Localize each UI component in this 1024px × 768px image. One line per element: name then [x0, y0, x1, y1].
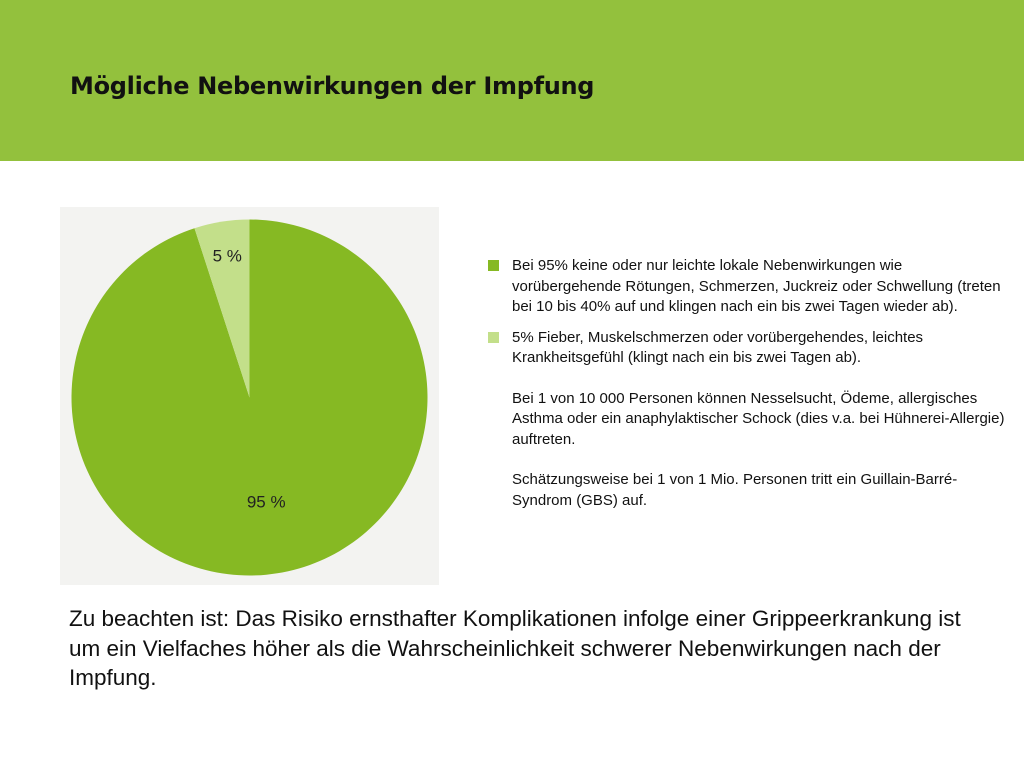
chart-panel — [60, 207, 439, 585]
pie-slice-label: 95 % — [246, 492, 286, 512]
legend-text: Bei 95% keine oder nur leichte lokale Nebenwirkungen wie vorübergehende Rötungen, Schmerzen, Juckreiz oder Schwellung (treten bei 10 bis 40% auf und klingen nach ein bis zwei Tagen wieder ab). — [512, 257, 1001, 315]
chart-legend — [488, 256, 1008, 521]
legend-text: 5% Fieber, Muskelschmerzen oder vorübergehendes, leichtes Krankheitsgefühl (klingt nach ein bis zwei Tagen ab). — [512, 328, 924, 366]
pie-chart — [60, 207, 439, 585]
slide-title: Mögliche Nebenwirkungen der Impfung — [70, 72, 595, 100]
legend-swatch — [488, 260, 499, 271]
legend-swatch — [488, 332, 499, 343]
legend-item-1 — [488, 328, 1008, 512]
pie-slice-label: 5 % — [212, 246, 242, 266]
legend-note: Schätzungsweise bei 1 von 1 Mio. Personen tritt ein Guillain-Barré-Syndrom (GBS) auf. — [512, 471, 958, 509]
footnote: Zu beachten ist: Das Risiko ernsthafter Komplikationen infolge einer Grippeerkrankung ist um ein Vielfaches höher als die Wahrscheinlichkeit schwerer Nebenwirkungen nach der Impfung. — [69, 606, 961, 690]
legend-note: Bei 1 von 10 000 Personen können Nesselsucht, Ödeme, allergisches Asthma oder ein anaphylaktischer Schock (dies v.a. bei Hühnerei-Allergie) auftreten. — [512, 389, 1005, 448]
legend-item-0 — [488, 256, 1008, 318]
